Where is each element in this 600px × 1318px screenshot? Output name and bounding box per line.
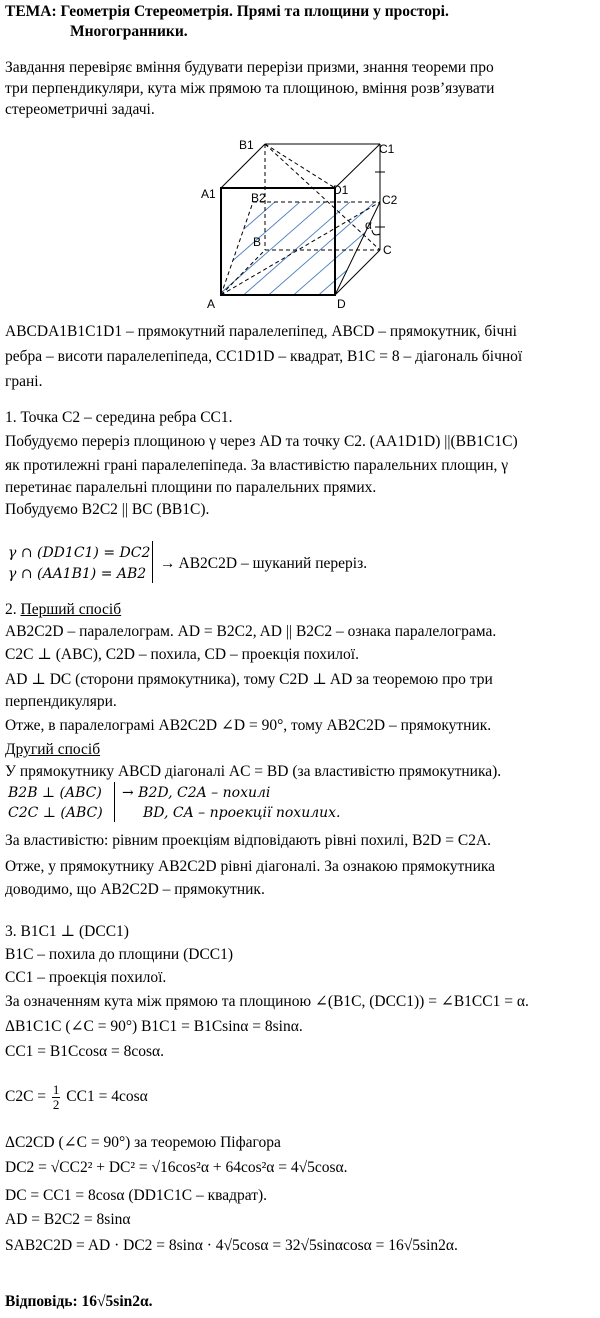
fraction-numerator: 1	[52, 1082, 60, 1097]
label-alpha: α	[365, 218, 372, 232]
header-line-1	[5, 2, 449, 22]
part2-heading	[5, 600, 121, 620]
label-b1: B1	[239, 138, 254, 152]
given-line-2: ребра – висоти паралелепіпеда, CC1D1D – квадрат, B1C = 8 – діагональ бічної	[5, 348, 523, 365]
part2-line-11: доводимо, що AB2C2D – прямокутник.	[5, 881, 265, 898]
answer-value: 16√5sin2α.	[81, 1293, 153, 1310]
given-line-1: ABCDA1B1C1D1 – прямокутний паралелепіпед, ABCD – прямокутник, бічні	[5, 323, 517, 340]
header-line-2: Многогранники.	[70, 23, 188, 40]
part2-number: 2.	[5, 601, 21, 618]
part1-result: → AB2C2D – шуканий переріз.	[160, 555, 368, 572]
part3-line-7-right: CC1 = 4cosα	[66, 1088, 148, 1106]
part2-first-method: Перший спосіб	[20, 601, 122, 618]
part2-system-brace	[114, 782, 115, 822]
part3-line-8: ΔC2CD (∠C = 90°) за теоремою Піфагора	[5, 1134, 281, 1151]
part3-line-12: SAB2C2D = AD · DC2 = 8sinα · 4√5cosα = 32√5sinαcosα = 16√5sin2α.	[5, 1237, 458, 1254]
part2-line-3: C2C ⊥ (ABC), C2D – похила, CD – проекція похилої.	[5, 646, 359, 663]
given-line-3: грані.	[5, 373, 43, 390]
part2-line-8: У прямокутнику ABCD діагоналі AC = BD (за властивістю прямокутника).	[5, 763, 502, 780]
label-b: B	[253, 235, 262, 249]
part3-line-10: DC = CC1 = 8cosα (DD1C1C – квадрат).	[5, 1187, 268, 1204]
header-title: Геометрія Стереометрія. Прямі та площини у просторі.	[60, 3, 449, 20]
part1-line-5: Побудуємо B2C2 || BC (BB1C).	[5, 501, 210, 518]
part3-line-11: AD = B2C2 = 8sinα	[5, 1211, 131, 1228]
part1-system-1: γ ∩ (DD1C1) = DC2	[8, 545, 151, 561]
part1-line-1: 1. Точка C2 – середина ребра CC1.	[5, 409, 233, 426]
answer-line	[5, 1292, 153, 1312]
label-d: D	[337, 297, 346, 311]
label-a1: A1	[201, 187, 216, 201]
part3-line-4: За означенням кута між прямою та площиною ∠(B1C, (DCC1)) = ∠B1CC1 = α.	[5, 993, 529, 1010]
part3-line-9: DC2 = √CC2² + DC² = √16cos²α + 64cos²α = 4√5cosα.	[5, 1159, 348, 1176]
part2-line-4: AD ⊥ DC (сторони прямокутника), тому C2D ⊥ AD за теоремою про три	[5, 671, 493, 688]
part2-system-result-1: → B2D, C2A – похилі	[122, 785, 271, 801]
part3-line-6: CC1 = B1Ccosα = 8cosα.	[5, 1043, 165, 1060]
label-c: C	[383, 243, 392, 257]
part1-line-4: перетинає паралельні площини по паралельних прямих.	[5, 479, 377, 496]
part1-line-2: Побудуємо переріз площиною γ через AD та точку C2. (AA1D1D) ||(BB1C1C)	[5, 433, 518, 450]
part3-line-7-left: C2C =	[5, 1088, 47, 1106]
part2-system-2: C2C ⊥ (ABC)	[8, 805, 103, 821]
answer-label: Відповідь:	[5, 1293, 78, 1310]
intro-line-2: три перпендикуляри, кута між прямою та площиною, вміння розв’язувати	[5, 80, 495, 97]
intro-line-1: Завдання перевіряє вміння будувати перерізи призми, знання теореми про	[5, 59, 494, 76]
part2-system-result-2: BD, CA – проекції похилих.	[143, 805, 341, 821]
part3-line-5: ΔB1C1C (∠C = 90°) B1C1 = B1Csinα = 8sinα.	[5, 1018, 303, 1035]
part1-line-3: як протилежні грані паралелепіпеда. За властивістю паралельних площин, γ	[5, 457, 509, 474]
part2-line-10: Отже, у прямокутнику AB2C2D рівні діагоналі. За ознакою прямокутника	[5, 858, 496, 875]
intro-line-3: стереометричні задачі.	[5, 101, 155, 118]
part2-line-9: За властивістю: рівним проекціям відповідають рівні похилі, B2D = C2A.	[5, 832, 492, 849]
part2-line-5: перпендикуляри.	[5, 693, 117, 710]
part3-line-2: B1C – похила до площини (DCC1)	[5, 946, 234, 963]
label-b2: B2	[251, 191, 266, 205]
section-hatch	[195, 180, 405, 312]
part3-line-1: 3. B1C1 ⊥ (DCC1)	[5, 923, 129, 940]
label-d1: D1	[333, 183, 349, 197]
part2-second-method: Другий спосіб	[5, 741, 101, 758]
front-face	[221, 188, 335, 295]
part2-line-2: AB2C2D – паралелограм. AD = B2C2, AD || B2C2 – ознака паралелограма.	[5, 623, 497, 640]
label-a: A	[207, 297, 216, 311]
part1-system-2: γ ∩ (AA1B1) = AB2	[8, 566, 147, 582]
label-c2: C2	[382, 193, 398, 207]
fraction-denominator: 2	[52, 1097, 60, 1112]
prism-figure	[195, 130, 405, 312]
part2-system-1: B2B ⊥ (ABC)	[8, 785, 102, 801]
label-c1: C1	[379, 142, 395, 156]
part3-line-7	[5, 1083, 148, 1112]
part1-system-brace	[152, 541, 153, 583]
header-label: ТЕМА:	[5, 3, 57, 20]
half-fraction	[52, 1083, 61, 1112]
part3-line-3: CC1 – проекція похилої.	[5, 969, 167, 986]
part2-line-6: Отже, в паралелограмі AB2C2D ∠D = 90°, тому AB2C2D – прямокутник.	[5, 717, 492, 734]
